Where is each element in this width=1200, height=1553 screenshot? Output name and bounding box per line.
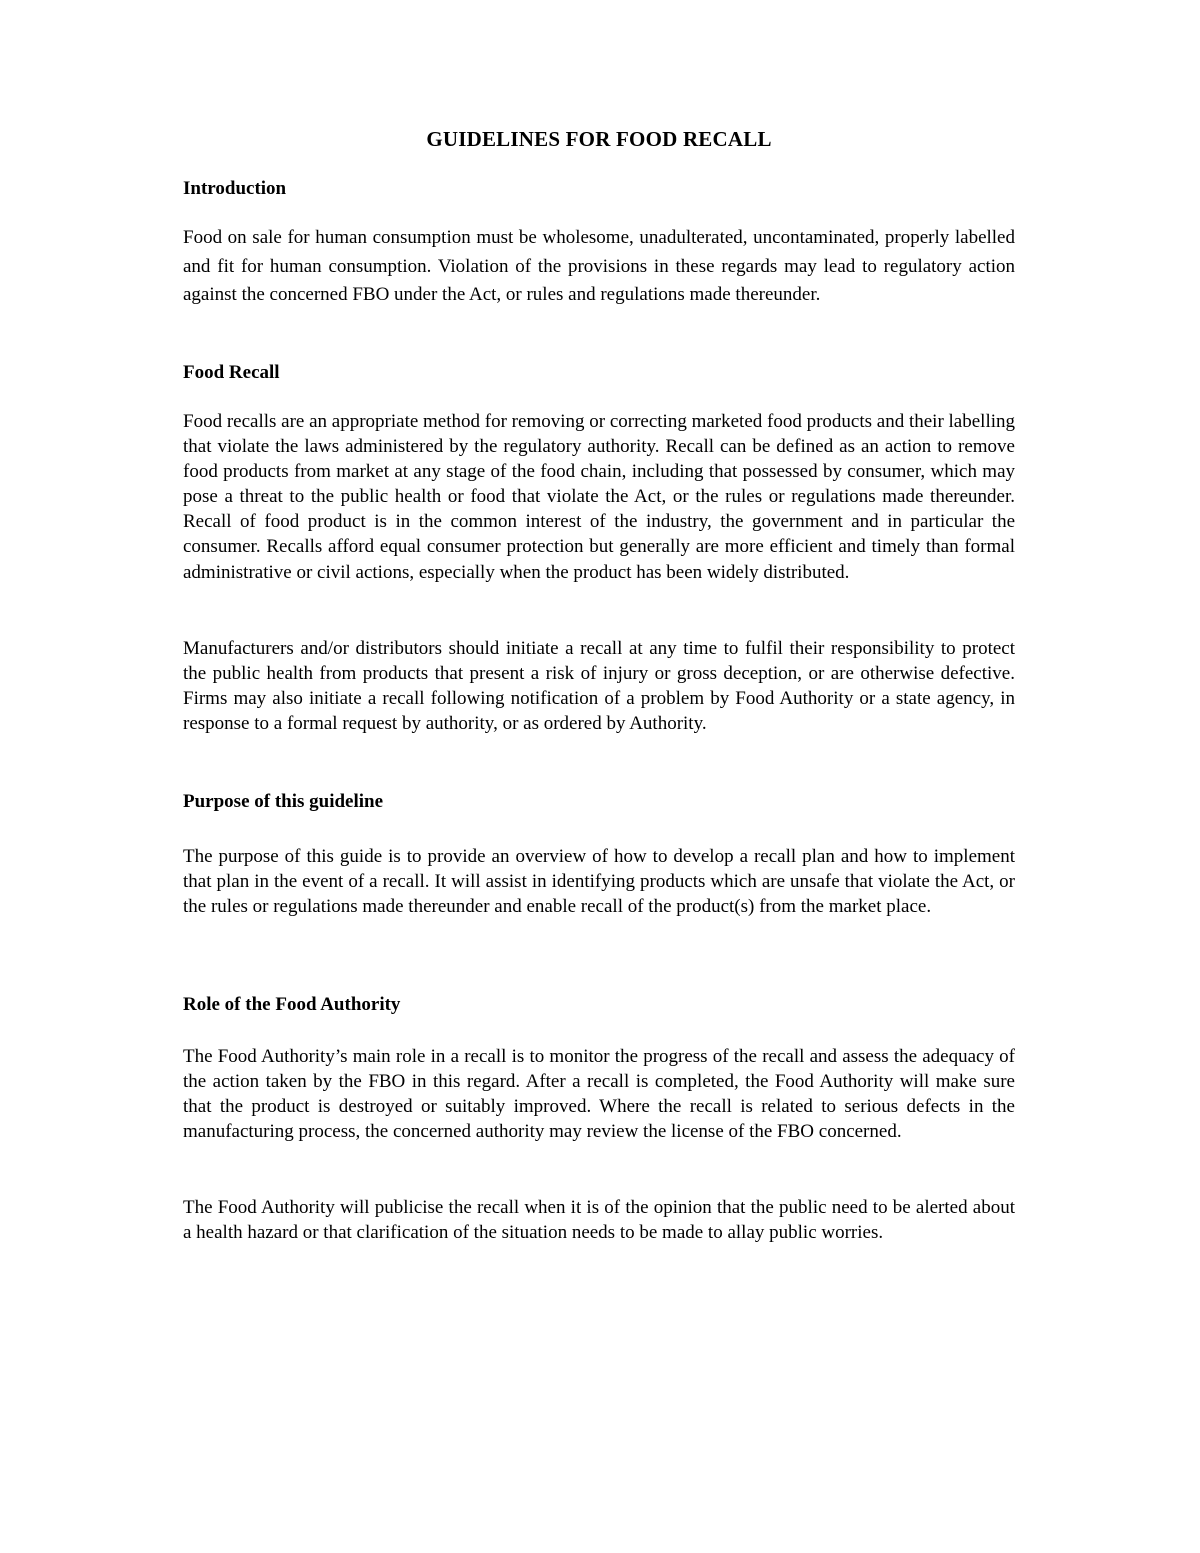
document-title: GUIDELINES FOR FOOD RECALL [426, 127, 772, 151]
role-paragraph-2: The Food Authority will publicise the recall when it is of the opinion that the public need to be alerted about a health hazard or that clarification of the situation needs to be made to allay public worries. [183, 1197, 1015, 1244]
purpose-paragraph: The purpose of this guide is to provide an overview of how to develop a recall plan and how to implement that plan in the event of a recall. It will assist in identifying products which are unsafe that violate the Act, or the rules or regulations made thereunder and enable recall of the product(s) from the market place. [183, 846, 1015, 918]
section-heading-food-recall: Food Recall [183, 362, 280, 383]
food-recall-paragraph-1: Food recalls are an appropriate method for removing or correcting marketed food products and their labelling that violate the laws administered by the regulatory authority. Recall can be defined as an action to remove food products from market at any stage of the food chain, including that possessed by consumer, which may pose a threat to the public health or food that violate the Act, or the rules or regulations made thereunder. Recall of food product is in the common interest of the industry, the government and in particular the consumer. Recalls afford equal consumer protection but generally are more efficient and timely than formal administrative or civil actions, especially when the product has been widely distributed. [183, 411, 1016, 583]
section-heading-purpose: Purpose of this guideline [183, 791, 384, 812]
introduction-paragraph: Food on sale for human consumption must be wholesome, unadulterated, uncontaminated, properly labelled and fit for human consumption. Violation of the provisions in these regards may lead to regulatory action against the concerned FBO under the Act, or rules and regulations made thereunder. [183, 227, 1015, 306]
food-recall-paragraph-2: Manufacturers and/or distributors should initiate a recall at any time to fulfil their responsibility to protect the public health from products that present a risk of injury or gross deception, or are otherwise defective. Firms may also initiate a recall following notification of a problem by Food Authority or a state agency, in response to a formal request by authority, or as ordered by Authority. [183, 638, 1015, 735]
section-heading-role-of-food-authority: Role of the Food Authority [183, 994, 401, 1015]
section-heading-introduction: Introduction [183, 178, 287, 199]
role-paragraph-1: The Food Authority’s main role in a recall is to monitor the progress of the recall and assess the adequacy of the action taken by the FBO in this regard. After a recall is completed, the Food Authority will make sure that the product is destroyed or suitably improved. Where the recall is related to serious defects in the manufacturing process, the concerned authority may review the license of the FBO concerned. [183, 1046, 1015, 1143]
